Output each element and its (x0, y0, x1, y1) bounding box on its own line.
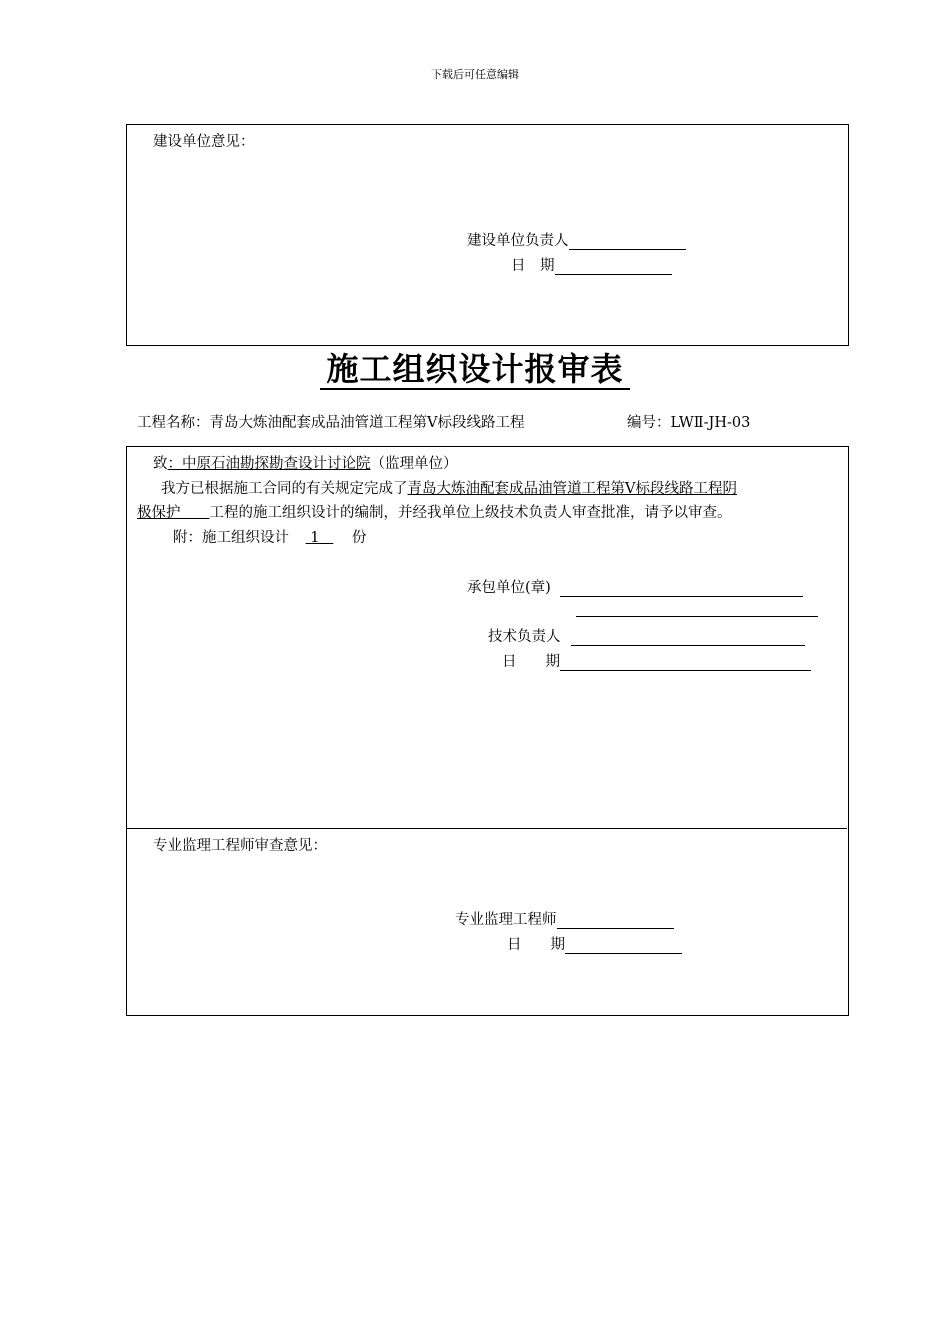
contractor-row (467, 576, 803, 597)
owner-opinion-heading: 建设单位意见： (153, 134, 255, 150)
attachment-row (173, 526, 366, 547)
body-project-line-2: 极保护 (137, 505, 210, 521)
tech-lead-line[interactable] (571, 629, 805, 646)
body-prefix: 我方已根据施工合同的有关规定完成了 (161, 481, 408, 497)
owner-date-label: 日 期 (511, 258, 555, 274)
contractor-line[interactable] (560, 580, 803, 597)
submission-date-label: 日 期 (502, 654, 560, 670)
tech-lead-label: 技术负责人 (488, 629, 561, 645)
engineer-signer-label: 专业监理工程师 (455, 912, 557, 928)
owner-signer-row (467, 229, 686, 250)
body-line-2 (137, 501, 732, 522)
recipient-to-label: 致 (153, 456, 168, 472)
body-line-1 (161, 477, 737, 498)
header-note: 下载后可任意编辑 (431, 68, 519, 81)
body-project-line-1: 青岛大炼油配套成品油管道工程第Ⅴ标段线路工程阴 (407, 481, 737, 497)
project-number-value: LWⅡ-JH-03 (670, 415, 751, 431)
recipient-suffix: （监理单位） (370, 456, 458, 472)
engineer-signer-line[interactable] (557, 912, 674, 929)
engineer-date-line[interactable] (565, 937, 682, 954)
owner-date-row (511, 254, 672, 275)
submission-box (126, 446, 849, 1016)
submission-date-line[interactable] (560, 654, 811, 671)
recipient-value: ：中原石油勘探勘查设计讨论院 (167, 456, 371, 472)
submission-date-row (502, 650, 811, 671)
engineer-opinion-heading: 专业监理工程师审查意见： (153, 838, 327, 854)
contractor-label: 承包单位(章) (467, 580, 551, 596)
body-suffix: 工程的施工组织设计的编制，并经我单位上级技术负责人审查批准，请予以审查。 (209, 505, 732, 521)
project-info-row (137, 411, 524, 432)
engineer-date-label: 日 期 (507, 937, 565, 953)
engineer-date-row (507, 933, 682, 954)
attachment-count: 1 (310, 530, 320, 546)
owner-signer-line[interactable] (569, 233, 686, 250)
contractor-line-2[interactable] (576, 616, 818, 617)
project-name-value: 青岛大炼油配套成品油管道工程第Ⅴ标段线路工程 (209, 415, 525, 431)
form-title-text: 施工组织设计报审表 (320, 350, 629, 390)
project-number-row (627, 411, 750, 432)
section-divider (127, 828, 847, 829)
attachment-unit: 份 (351, 530, 367, 546)
tech-lead-row (488, 625, 805, 646)
recipient-row (153, 452, 458, 473)
owner-signer-label: 建设单位负责人 (467, 233, 569, 249)
project-name-label: 工程名称： (137, 415, 210, 431)
form-title (0, 350, 950, 390)
owner-date-line[interactable] (555, 258, 672, 275)
attachment-label: 附：施工组织设计 (173, 530, 289, 546)
owner-opinion-box (126, 124, 849, 346)
engineer-signer-row (455, 908, 674, 929)
project-number-label: 编号： (627, 415, 671, 431)
